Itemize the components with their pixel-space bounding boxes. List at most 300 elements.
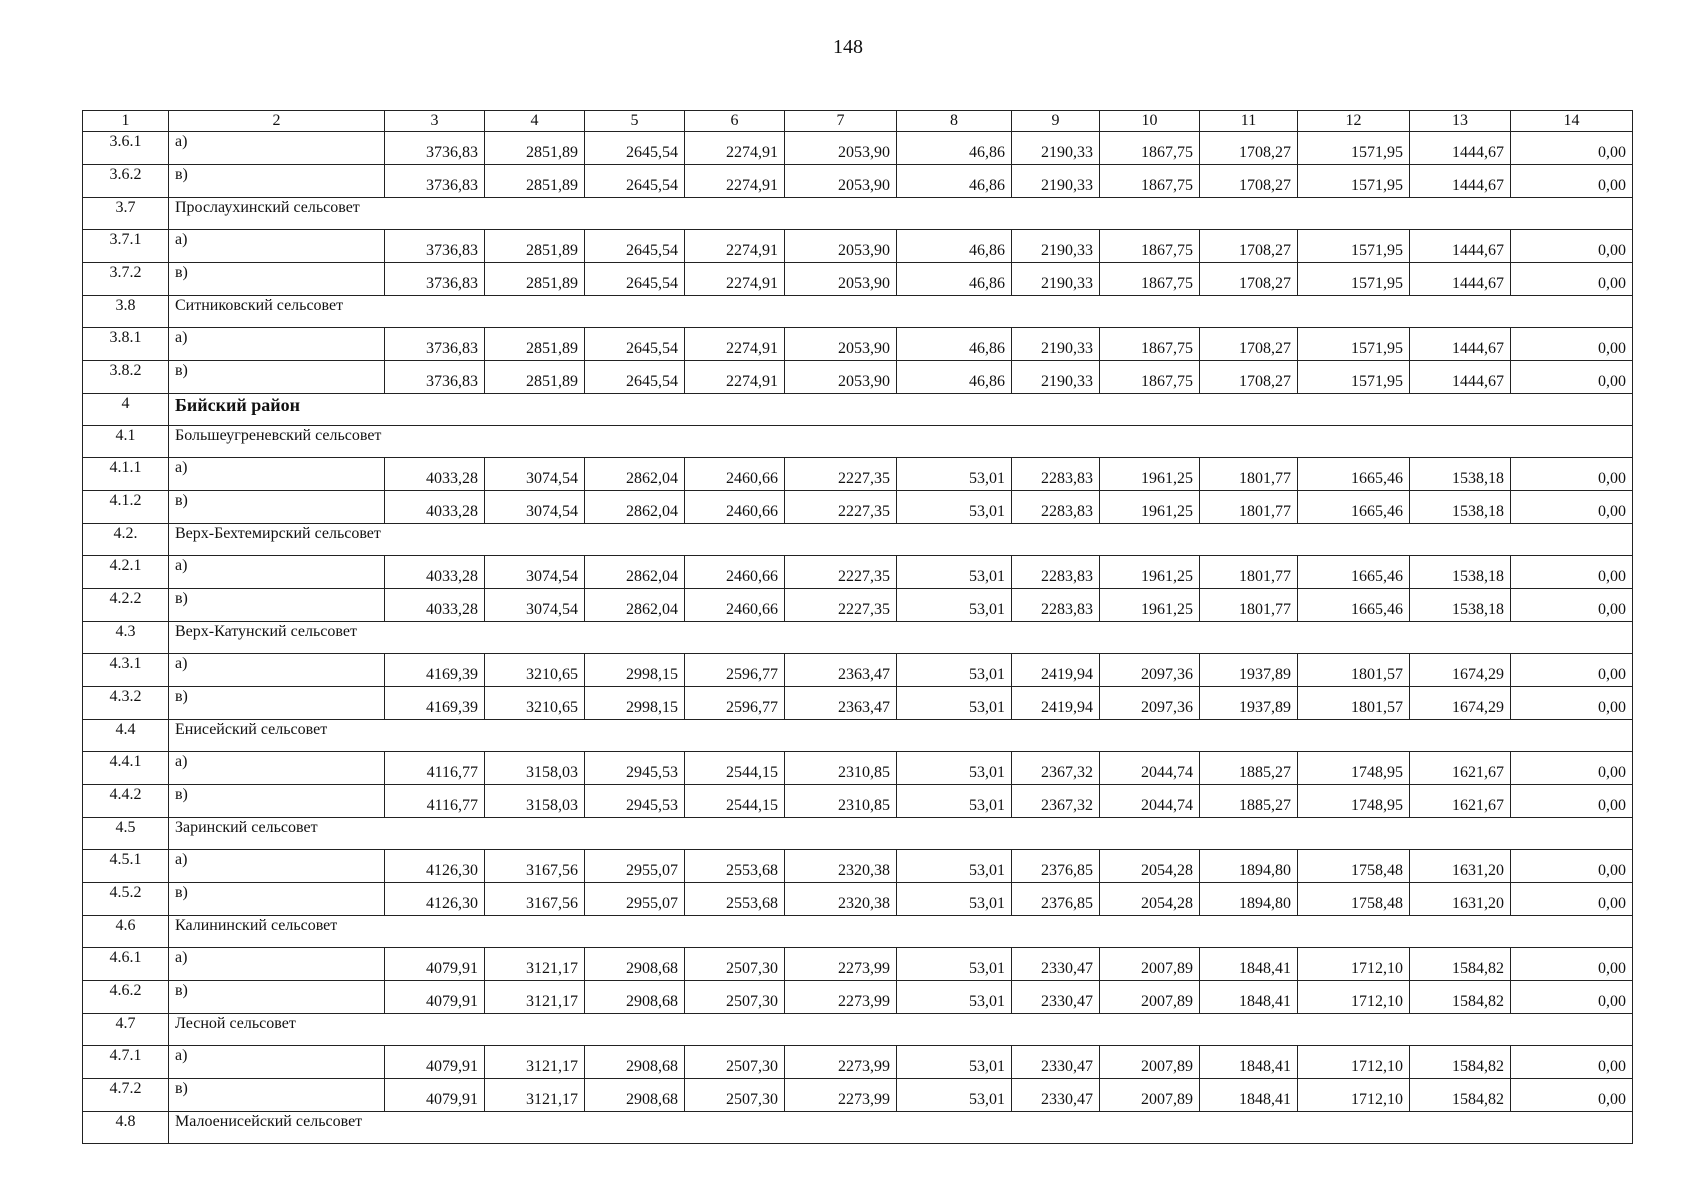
row-variant-label: а) xyxy=(169,458,385,491)
value-cell: 2283,83 xyxy=(1012,556,1100,589)
value-cell: 3074,54 xyxy=(485,491,585,524)
value-cell: 2507,30 xyxy=(685,948,785,981)
value-cell: 1937,89 xyxy=(1200,654,1298,687)
value-cell: 1801,77 xyxy=(1200,556,1298,589)
value-cell: 1571,95 xyxy=(1298,132,1410,165)
value-cell: 1867,75 xyxy=(1100,263,1200,296)
value-cell: 4169,39 xyxy=(385,654,485,687)
value-cell: 3210,65 xyxy=(485,687,585,720)
value-cell: 2273,99 xyxy=(785,1046,897,1079)
row-variant-label: а) xyxy=(169,850,385,883)
section-row xyxy=(83,622,1633,654)
value-cell: 1801,77 xyxy=(1200,589,1298,622)
value-cell: 2227,35 xyxy=(785,458,897,491)
value-cell: 2363,47 xyxy=(785,687,897,720)
row-code: 4.7 xyxy=(83,1014,169,1046)
value-cell: 3121,17 xyxy=(485,1079,585,1112)
value-cell: 2862,04 xyxy=(585,491,685,524)
value-cell: 0,00 xyxy=(1511,948,1633,981)
value-cell: 1708,27 xyxy=(1200,165,1298,198)
row-variant-label: а) xyxy=(169,230,385,263)
value-cell: 1867,75 xyxy=(1100,328,1200,361)
value-cell: 2851,89 xyxy=(485,328,585,361)
row-variant-label: а) xyxy=(169,1046,385,1079)
value-cell: 1867,75 xyxy=(1100,132,1200,165)
value-cell: 2190,33 xyxy=(1012,328,1100,361)
value-cell: 2460,66 xyxy=(685,589,785,622)
section-name: Верх-Бехтемирский сельсовет xyxy=(169,524,1633,556)
section-name: Калининский сельсовет xyxy=(169,916,1633,948)
table-row xyxy=(83,850,1633,883)
value-cell: 4079,91 xyxy=(385,981,485,1014)
value-cell: 2273,99 xyxy=(785,1079,897,1112)
value-cell: 2053,90 xyxy=(785,230,897,263)
table-row xyxy=(83,132,1633,165)
row-code: 4.5.1 xyxy=(83,850,169,883)
page-number: 148 xyxy=(833,36,863,58)
value-cell: 46,86 xyxy=(897,230,1012,263)
value-cell: 2274,91 xyxy=(685,361,785,394)
value-cell: 2274,91 xyxy=(685,263,785,296)
section-name: Заринский сельсовет xyxy=(169,818,1633,850)
table-body xyxy=(83,111,1633,1144)
value-cell: 53,01 xyxy=(897,654,1012,687)
value-cell: 1538,18 xyxy=(1410,556,1511,589)
row-variant-label: а) xyxy=(169,556,385,589)
value-cell: 1584,82 xyxy=(1410,1079,1511,1112)
value-cell: 53,01 xyxy=(897,458,1012,491)
value-cell: 1584,82 xyxy=(1410,1046,1511,1079)
value-cell: 1571,95 xyxy=(1298,328,1410,361)
row-code: 4.2.1 xyxy=(83,556,169,589)
table-row xyxy=(83,687,1633,720)
value-cell: 1848,41 xyxy=(1200,948,1298,981)
value-cell: 2190,33 xyxy=(1012,263,1100,296)
section-row xyxy=(83,524,1633,556)
section-row xyxy=(83,818,1633,850)
value-cell: 2330,47 xyxy=(1012,948,1100,981)
value-cell: 3074,54 xyxy=(485,458,585,491)
row-variant-label: в) xyxy=(169,165,385,198)
value-cell: 3736,83 xyxy=(385,165,485,198)
value-cell: 0,00 xyxy=(1511,687,1633,720)
column-number-header: 7 xyxy=(785,111,897,132)
value-cell: 1538,18 xyxy=(1410,458,1511,491)
value-cell: 2645,54 xyxy=(585,328,685,361)
value-cell: 1848,41 xyxy=(1200,981,1298,1014)
value-cell: 1538,18 xyxy=(1410,491,1511,524)
value-cell: 3121,17 xyxy=(485,981,585,1014)
value-cell: 2376,85 xyxy=(1012,850,1100,883)
value-cell: 2507,30 xyxy=(685,981,785,1014)
value-cell: 1674,29 xyxy=(1410,654,1511,687)
row-code: 4 xyxy=(83,394,169,426)
value-cell: 4079,91 xyxy=(385,948,485,981)
value-cell: 1444,67 xyxy=(1410,132,1511,165)
row-code: 3.8 xyxy=(83,296,169,328)
value-cell: 3074,54 xyxy=(485,589,585,622)
value-cell: 53,01 xyxy=(897,883,1012,916)
value-cell: 0,00 xyxy=(1511,230,1633,263)
value-cell: 1584,82 xyxy=(1410,948,1511,981)
section-row xyxy=(83,1014,1633,1046)
value-cell: 0,00 xyxy=(1511,589,1633,622)
value-cell: 1665,46 xyxy=(1298,491,1410,524)
row-code: 3.6.2 xyxy=(83,165,169,198)
column-number-header: 2 xyxy=(169,111,385,132)
row-variant-label: в) xyxy=(169,981,385,1014)
value-cell: 4079,91 xyxy=(385,1079,485,1112)
value-cell: 1571,95 xyxy=(1298,165,1410,198)
value-cell: 1674,29 xyxy=(1410,687,1511,720)
value-cell: 2460,66 xyxy=(685,556,785,589)
value-cell: 2553,68 xyxy=(685,883,785,916)
section-row xyxy=(83,296,1633,328)
value-cell: 4033,28 xyxy=(385,458,485,491)
value-cell: 1444,67 xyxy=(1410,230,1511,263)
column-number-header: 3 xyxy=(385,111,485,132)
value-cell: 1961,25 xyxy=(1100,458,1200,491)
column-number-header: 6 xyxy=(685,111,785,132)
table-row xyxy=(83,654,1633,687)
value-cell: 2007,89 xyxy=(1100,1079,1200,1112)
value-cell: 2862,04 xyxy=(585,589,685,622)
row-variant-label: в) xyxy=(169,1079,385,1112)
value-cell: 2274,91 xyxy=(685,165,785,198)
value-cell: 1665,46 xyxy=(1298,458,1410,491)
value-cell: 3736,83 xyxy=(385,263,485,296)
value-cell: 2645,54 xyxy=(585,165,685,198)
value-cell: 0,00 xyxy=(1511,556,1633,589)
value-cell: 2330,47 xyxy=(1012,1046,1100,1079)
value-cell: 2851,89 xyxy=(485,361,585,394)
table-row xyxy=(83,165,1633,198)
value-cell: 46,86 xyxy=(897,165,1012,198)
value-cell: 1758,48 xyxy=(1298,850,1410,883)
value-cell: 2645,54 xyxy=(585,230,685,263)
value-cell: 4126,30 xyxy=(385,850,485,883)
value-cell: 4126,30 xyxy=(385,883,485,916)
column-number-header: 8 xyxy=(897,111,1012,132)
value-cell: 2007,89 xyxy=(1100,1046,1200,1079)
value-cell: 1444,67 xyxy=(1410,263,1511,296)
value-cell: 46,86 xyxy=(897,263,1012,296)
value-cell: 1708,27 xyxy=(1200,132,1298,165)
value-cell: 3736,83 xyxy=(385,328,485,361)
value-cell: 1885,27 xyxy=(1200,785,1298,818)
value-cell: 1571,95 xyxy=(1298,230,1410,263)
value-cell: 3167,56 xyxy=(485,850,585,883)
row-code: 4.3.2 xyxy=(83,687,169,720)
value-cell: 2945,53 xyxy=(585,752,685,785)
value-cell: 4116,77 xyxy=(385,752,485,785)
value-cell: 2227,35 xyxy=(785,556,897,589)
value-cell: 0,00 xyxy=(1511,328,1633,361)
value-cell: 0,00 xyxy=(1511,654,1633,687)
section-name: Енисейский сельсовет xyxy=(169,720,1633,752)
table-row xyxy=(83,263,1633,296)
district-name: Бийский район xyxy=(169,394,1633,426)
value-cell: 0,00 xyxy=(1511,165,1633,198)
value-cell: 2367,32 xyxy=(1012,752,1100,785)
district-row xyxy=(83,394,1633,426)
value-cell: 2190,33 xyxy=(1012,165,1100,198)
row-code: 4.6.2 xyxy=(83,981,169,1014)
value-cell: 2596,77 xyxy=(685,687,785,720)
tariff-table xyxy=(82,110,1633,1144)
value-cell: 0,00 xyxy=(1511,132,1633,165)
table-row xyxy=(83,328,1633,361)
value-cell: 53,01 xyxy=(897,981,1012,1014)
value-cell: 2283,83 xyxy=(1012,589,1100,622)
value-cell: 1894,80 xyxy=(1200,883,1298,916)
value-cell: 2998,15 xyxy=(585,654,685,687)
value-cell: 1571,95 xyxy=(1298,361,1410,394)
value-cell: 2363,47 xyxy=(785,654,897,687)
value-cell: 2851,89 xyxy=(485,230,585,263)
table-row xyxy=(83,230,1633,263)
row-code: 3.7 xyxy=(83,198,169,230)
value-cell: 2645,54 xyxy=(585,132,685,165)
row-variant-label: в) xyxy=(169,785,385,818)
value-cell: 1961,25 xyxy=(1100,556,1200,589)
row-code: 3.7.1 xyxy=(83,230,169,263)
row-variant-label: а) xyxy=(169,654,385,687)
table-row xyxy=(83,1046,1633,1079)
value-cell: 1712,10 xyxy=(1298,1046,1410,1079)
value-cell: 1708,27 xyxy=(1200,361,1298,394)
value-cell: 1584,82 xyxy=(1410,981,1511,1014)
value-cell: 1665,46 xyxy=(1298,556,1410,589)
value-cell: 2227,35 xyxy=(785,491,897,524)
row-code: 4.2.2 xyxy=(83,589,169,622)
value-cell: 53,01 xyxy=(897,589,1012,622)
value-cell: 2044,74 xyxy=(1100,752,1200,785)
value-cell: 1712,10 xyxy=(1298,981,1410,1014)
column-number-header: 5 xyxy=(585,111,685,132)
value-cell: 2097,36 xyxy=(1100,687,1200,720)
table-row xyxy=(83,589,1633,622)
value-cell: 1961,25 xyxy=(1100,589,1200,622)
value-cell: 2862,04 xyxy=(585,458,685,491)
value-cell: 2330,47 xyxy=(1012,981,1100,1014)
value-cell: 2054,28 xyxy=(1100,883,1200,916)
row-variant-label: в) xyxy=(169,263,385,296)
value-cell: 53,01 xyxy=(897,556,1012,589)
value-cell: 2908,68 xyxy=(585,981,685,1014)
value-cell: 3121,17 xyxy=(485,948,585,981)
table-row xyxy=(83,752,1633,785)
value-cell: 1444,67 xyxy=(1410,328,1511,361)
value-cell: 53,01 xyxy=(897,1046,1012,1079)
value-cell: 1631,20 xyxy=(1410,883,1511,916)
value-cell: 2273,99 xyxy=(785,948,897,981)
value-cell: 2330,47 xyxy=(1012,1079,1100,1112)
value-cell: 2007,89 xyxy=(1100,948,1200,981)
row-variant-label: в) xyxy=(169,491,385,524)
row-code: 4.3 xyxy=(83,622,169,654)
row-variant-label: в) xyxy=(169,361,385,394)
value-cell: 1665,46 xyxy=(1298,589,1410,622)
value-cell: 1801,77 xyxy=(1200,458,1298,491)
value-cell: 3167,56 xyxy=(485,883,585,916)
row-code: 4.4 xyxy=(83,720,169,752)
column-number-header: 4 xyxy=(485,111,585,132)
value-cell: 2645,54 xyxy=(585,263,685,296)
value-cell: 0,00 xyxy=(1511,491,1633,524)
row-variant-label: а) xyxy=(169,328,385,361)
section-row xyxy=(83,720,1633,752)
value-cell: 1867,75 xyxy=(1100,165,1200,198)
row-code: 4.3.1 xyxy=(83,654,169,687)
row-code: 4.1.2 xyxy=(83,491,169,524)
value-cell: 2274,91 xyxy=(685,230,785,263)
value-cell: 1748,95 xyxy=(1298,785,1410,818)
value-cell: 3158,03 xyxy=(485,785,585,818)
value-cell: 3736,83 xyxy=(385,230,485,263)
value-cell: 2851,89 xyxy=(485,263,585,296)
value-cell: 2097,36 xyxy=(1100,654,1200,687)
column-number-header: 11 xyxy=(1200,111,1298,132)
section-row xyxy=(83,916,1633,948)
value-cell: 53,01 xyxy=(897,687,1012,720)
value-cell: 1708,27 xyxy=(1200,263,1298,296)
table-row xyxy=(83,458,1633,491)
value-cell: 2053,90 xyxy=(785,263,897,296)
value-cell: 0,00 xyxy=(1511,981,1633,1014)
value-cell: 4169,39 xyxy=(385,687,485,720)
value-cell: 3736,83 xyxy=(385,361,485,394)
value-cell: 1885,27 xyxy=(1200,752,1298,785)
table-row xyxy=(83,948,1633,981)
value-cell: 2419,94 xyxy=(1012,687,1100,720)
column-number-header: 13 xyxy=(1410,111,1511,132)
value-cell: 0,00 xyxy=(1511,752,1633,785)
row-code: 3.6.1 xyxy=(83,132,169,165)
value-cell: 53,01 xyxy=(897,948,1012,981)
value-cell: 2596,77 xyxy=(685,654,785,687)
value-cell: 2419,94 xyxy=(1012,654,1100,687)
row-code: 4.2. xyxy=(83,524,169,556)
row-code: 3.8.1 xyxy=(83,328,169,361)
section-name: Лесной сельсовет xyxy=(169,1014,1633,1046)
row-code: 3.7.2 xyxy=(83,263,169,296)
table-row xyxy=(83,981,1633,1014)
value-cell: 1444,67 xyxy=(1410,361,1511,394)
value-cell: 2273,99 xyxy=(785,981,897,1014)
value-cell: 0,00 xyxy=(1511,1046,1633,1079)
value-cell: 2945,53 xyxy=(585,785,685,818)
row-variant-label: в) xyxy=(169,589,385,622)
row-variant-label: в) xyxy=(169,687,385,720)
row-code: 4.4.2 xyxy=(83,785,169,818)
value-cell: 1867,75 xyxy=(1100,361,1200,394)
value-cell: 3158,03 xyxy=(485,752,585,785)
section-name: Большеугреневский сельсовет xyxy=(169,426,1633,458)
value-cell: 2044,74 xyxy=(1100,785,1200,818)
value-cell: 46,86 xyxy=(897,328,1012,361)
value-cell: 2645,54 xyxy=(585,361,685,394)
row-code: 4.5.2 xyxy=(83,883,169,916)
table-row xyxy=(83,883,1633,916)
value-cell: 4033,28 xyxy=(385,589,485,622)
value-cell: 2998,15 xyxy=(585,687,685,720)
row-variant-label: в) xyxy=(169,883,385,916)
value-cell: 2851,89 xyxy=(485,132,585,165)
value-cell: 1867,75 xyxy=(1100,230,1200,263)
value-cell: 1801,57 xyxy=(1298,687,1410,720)
row-code: 4.8 xyxy=(83,1112,169,1144)
row-variant-label: а) xyxy=(169,752,385,785)
value-cell: 2053,90 xyxy=(785,132,897,165)
value-cell: 1848,41 xyxy=(1200,1079,1298,1112)
table-row xyxy=(83,1079,1633,1112)
value-cell: 2507,30 xyxy=(685,1046,785,1079)
value-cell: 2310,85 xyxy=(785,785,897,818)
row-code: 4.6 xyxy=(83,916,169,948)
row-variant-label: а) xyxy=(169,948,385,981)
value-cell: 0,00 xyxy=(1511,850,1633,883)
section-row xyxy=(83,198,1633,230)
row-code: 3.8.2 xyxy=(83,361,169,394)
value-cell: 2376,85 xyxy=(1012,883,1100,916)
value-cell: 2283,83 xyxy=(1012,491,1100,524)
table-row xyxy=(83,785,1633,818)
value-cell: 1444,67 xyxy=(1410,165,1511,198)
table-row xyxy=(83,556,1633,589)
value-cell: 2053,90 xyxy=(785,328,897,361)
column-number-header: 14 xyxy=(1511,111,1633,132)
value-cell: 2320,38 xyxy=(785,883,897,916)
value-cell: 2190,33 xyxy=(1012,230,1100,263)
value-cell: 1631,20 xyxy=(1410,850,1511,883)
value-cell: 0,00 xyxy=(1511,361,1633,394)
value-cell: 2320,38 xyxy=(785,850,897,883)
column-number-header-row xyxy=(83,111,1633,132)
value-cell: 2274,91 xyxy=(685,328,785,361)
column-number-header: 9 xyxy=(1012,111,1100,132)
value-cell: 2007,89 xyxy=(1100,981,1200,1014)
value-cell: 4116,77 xyxy=(385,785,485,818)
value-cell: 4033,28 xyxy=(385,556,485,589)
value-cell: 2908,68 xyxy=(585,948,685,981)
section-row xyxy=(83,426,1633,458)
value-cell: 2507,30 xyxy=(685,1079,785,1112)
value-cell: 2460,66 xyxy=(685,491,785,524)
value-cell: 2190,33 xyxy=(1012,132,1100,165)
value-cell: 4079,91 xyxy=(385,1046,485,1079)
value-cell: 1708,27 xyxy=(1200,230,1298,263)
value-cell: 1937,89 xyxy=(1200,687,1298,720)
value-cell: 2283,83 xyxy=(1012,458,1100,491)
value-cell: 1848,41 xyxy=(1200,1046,1298,1079)
row-code: 4.1.1 xyxy=(83,458,169,491)
value-cell: 2054,28 xyxy=(1100,850,1200,883)
section-name: Верх-Катунский сельсовет xyxy=(169,622,1633,654)
value-cell: 2908,68 xyxy=(585,1079,685,1112)
value-cell: 2190,33 xyxy=(1012,361,1100,394)
section-row xyxy=(83,1112,1633,1144)
value-cell: 2460,66 xyxy=(685,458,785,491)
value-cell: 53,01 xyxy=(897,785,1012,818)
row-code: 4.1 xyxy=(83,426,169,458)
row-code: 4.5 xyxy=(83,818,169,850)
value-cell: 1621,67 xyxy=(1410,785,1511,818)
value-cell: 2367,32 xyxy=(1012,785,1100,818)
value-cell: 2227,35 xyxy=(785,589,897,622)
column-number-header: 1 xyxy=(83,111,169,132)
row-code: 4.6.1 xyxy=(83,948,169,981)
